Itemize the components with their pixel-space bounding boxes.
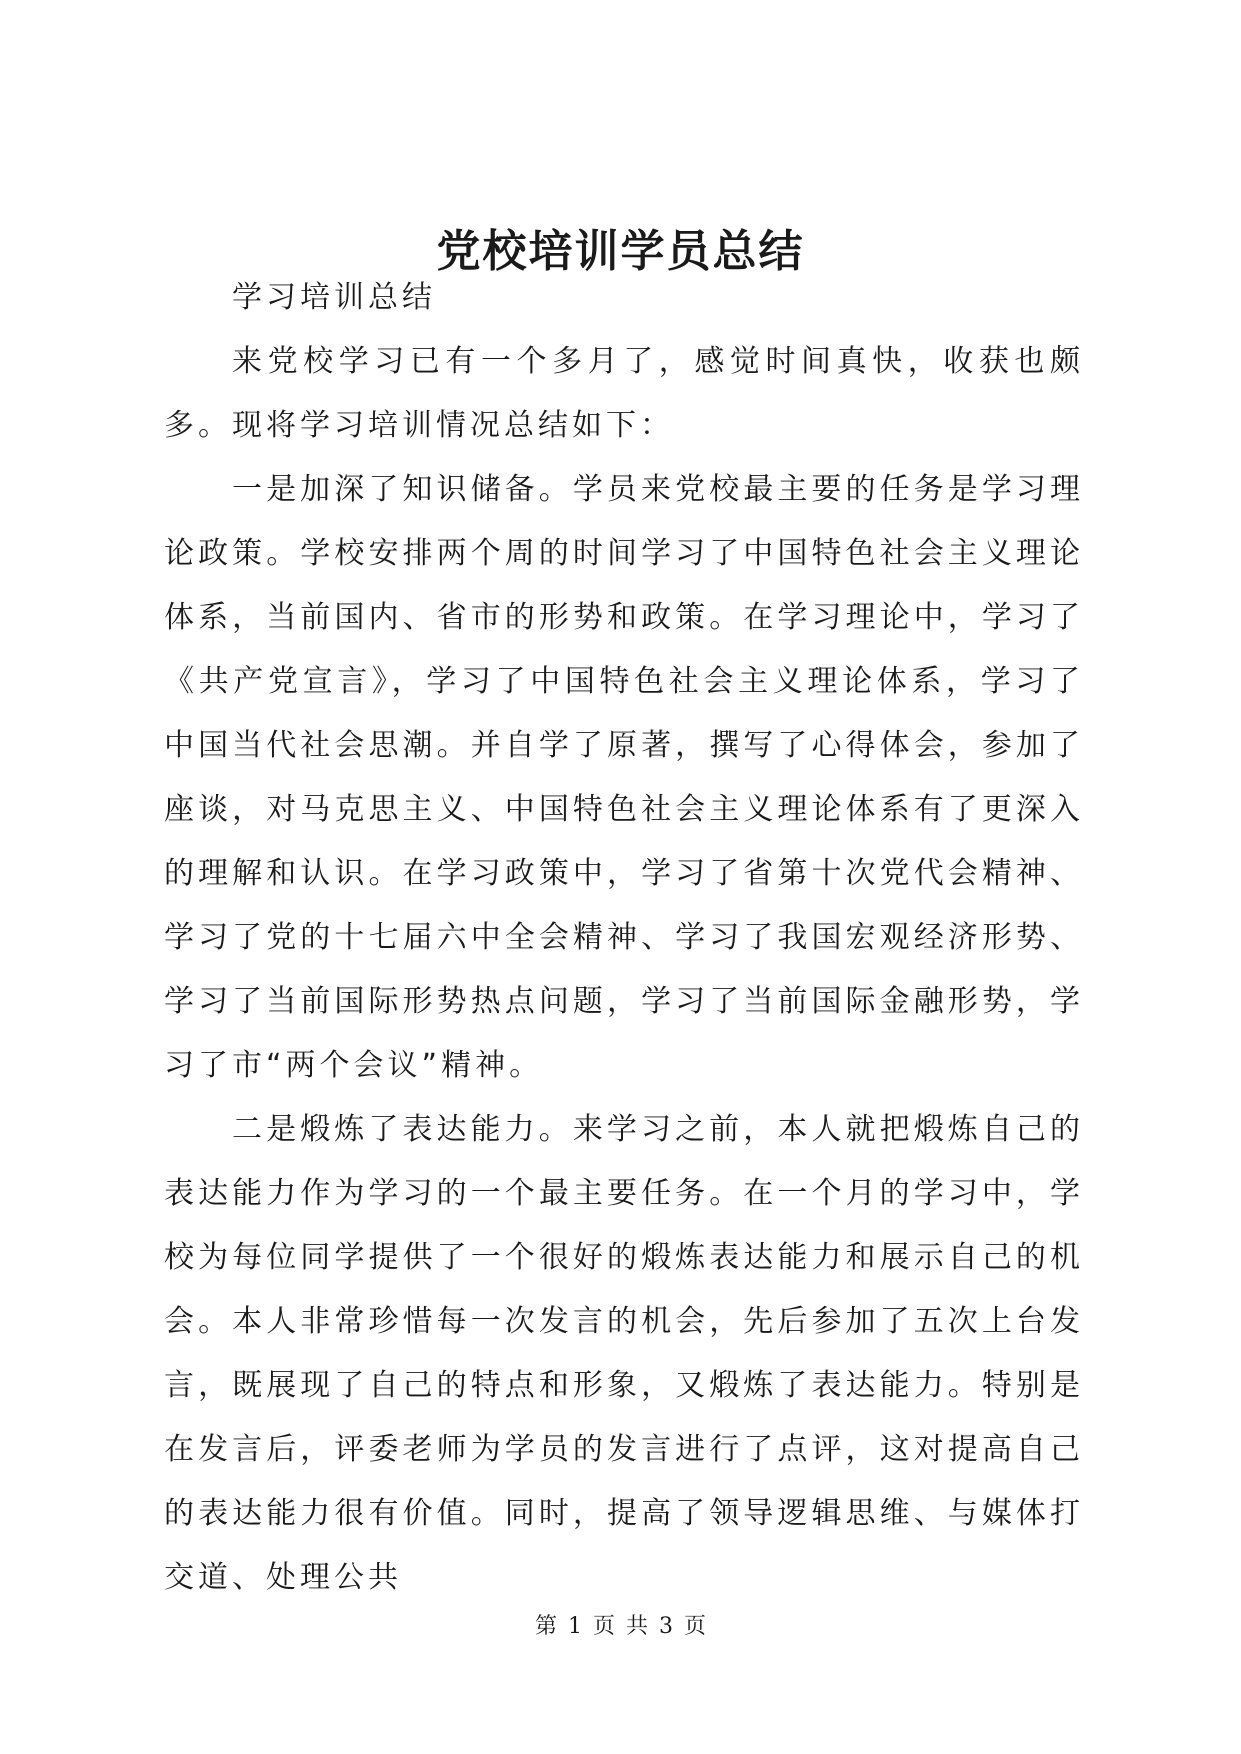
document-body — [164, 266, 1084, 1610]
page-number-footer: 第 1 页 共 3 页 — [535, 1614, 706, 1639]
document-title: 党校培训学员总结 — [436, 226, 805, 277]
paragraph-expression: 二是煅炼了表达能力。来学习之前，本人就把煅炼自己的表达能力作为学习的一个最主要任务。在一个月的学习中，学校为每位同学提供了一个很好的煅炼表达能力和展示自己的机会。本人非常珍惜每一次发言的机会，先后参加了五次上台发言，既展现了自己的特点和形象，又煅炼了表达能力。特别是在发言后，评委老师为学员的发言进行了点评，这对提高自己的表达能力很有价值。同时，提高了领导逻辑思维、与媒体打交道、处理公共 — [164, 1112, 1084, 1595]
paragraph-intro: 来党校学习已有一个多月了，感觉时间真快，收获也颇多。现将学习培训情况总结如下： — [164, 344, 1084, 443]
paragraph-knowledge: 一是加深了知识储备。学员来党校最主要的任务是学习理论政策。学校安排两个周的时间学习了中国特色社会主义理论体系，当前国内、省市的形势和政策。在学习理论中，学习了《共产党宣言》，学习了中国特色社会主义理论体系，学习了中国当代社会思潮。并自学了原著，撰写了心得体会，参加了座谈，对马克思主义、中国特色社会主义理论体系有了更深入的理解和认识。在学习政策中，学习了省第十次党代会精神、学习了党的十七届六中全会精神、学习了我国宏观经济形势、学习了当前国际形势热点问题，学习了当前国际金融形势，学习了市“两个会议”精神。 — [164, 472, 1084, 1083]
paragraph-heading: 学习培训总结 — [232, 280, 436, 315]
